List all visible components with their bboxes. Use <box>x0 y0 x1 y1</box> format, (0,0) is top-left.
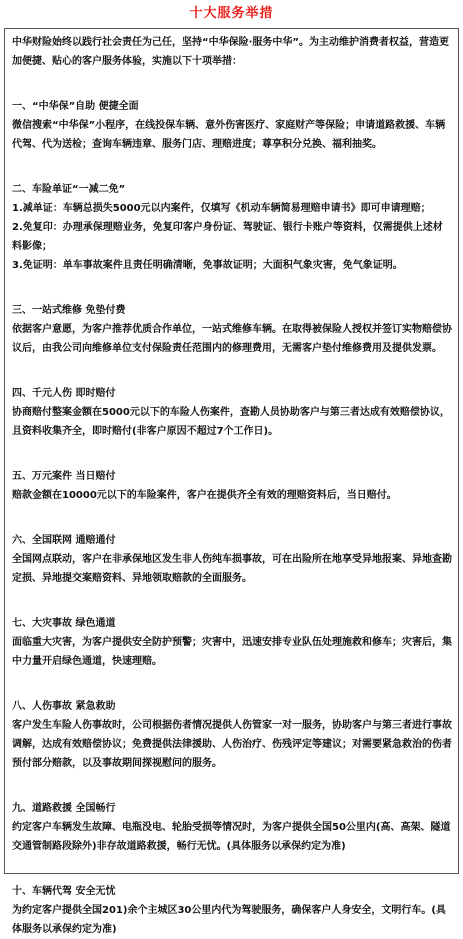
spacer <box>12 358 452 377</box>
page-title: 十大服务举措 <box>189 6 274 21</box>
section-1 <box>12 97 452 154</box>
section-body: 为约定客户提供全国201)余个主城区30公里内代为驾驶服务，确保客户人身安全，文明行车。(具体服务以承保约定为准) <box>12 905 446 935</box>
section-heading: 一、“中华保”自助 便捷全面 <box>12 101 139 112</box>
section-body: 全国网点联动，客户在非承保地区发生非人伤纯车损事故，可在出险所在地享受异地报案、异地查勘定损、异地提交案赔资料、异地领取赔款的全面服务。 <box>12 554 452 584</box>
section-body: 赔款金额在10000元以下的车险案件，客户在提供齐全有效的理赔资料后，当日赔付。 <box>12 490 397 501</box>
section-heading: 十、车辆代驾 安全无忧 <box>12 886 116 897</box>
section-body: 2.免复印：办理承保理赔业务，免复印客户身份证、驾驶证、银行卡账户等资料，仅需提供上述材料影像； <box>12 222 443 252</box>
intro-paragraph: 中华财险始终以践行社会责任为己任，坚持“中华保险·服务中华”。为主动维护消费者权益，营造更加便捷、贴心的客户服务体验，实施以下十项举措： <box>12 37 449 67</box>
spacer <box>12 588 452 607</box>
spacer <box>12 505 452 524</box>
section-6 <box>12 531 452 588</box>
spacer <box>12 275 452 294</box>
spacer <box>12 441 452 460</box>
section-heading: 二、车险单证“一减二免” <box>12 184 126 195</box>
spacer <box>12 671 452 690</box>
section-body: 约定客户车辆发生故障、电瓶没电、轮胎受损等情况时，为客户提供全国50公里内(高、高架、隧道交通管制路段除外)非存故道路救援，畅行无忧。(具体服务以承保约定为准) <box>12 822 451 852</box>
section-5 <box>12 467 452 505</box>
section-10 <box>12 882 452 939</box>
spacer <box>12 856 452 875</box>
section-heading: 六、全国联网 通赔通付 <box>12 535 116 546</box>
section-7 <box>12 614 452 671</box>
spacer <box>12 71 452 90</box>
section-heading: 五、万元案件 当日赔付 <box>12 471 116 482</box>
section-3 <box>12 301 452 358</box>
section-9 <box>12 799 452 856</box>
section-body: 客户发生车险人伤事故时，公司根据伤者情况提供人伤管家一对一服务，协助客户与第三者进行事故调解，达成有效赔偿协议；免费提供法律援助、人伤治疗、伤残评定等建议；对需要紧急救治的伤者预付部分赔款，以及事故期间探视慰问的服务。 <box>12 720 452 769</box>
section-heading: 八、人伤事故 紧急救助 <box>12 701 116 712</box>
section-8 <box>12 697 452 773</box>
section-heading: 三、一站式维修 免垫付费 <box>12 305 126 316</box>
section-body: 1.减单证：车辆总损失5000元以内案件，仅填写《机动车辆简易理赔申请书》即可申请理赔； <box>12 203 431 214</box>
section-heading: 四、千元人伤 即时赔付 <box>12 388 116 399</box>
section-2 <box>12 180 452 275</box>
section-4 <box>12 384 452 441</box>
content-box <box>4 28 459 935</box>
section-body: 面临重大灾害，为客户提供安全防护预警；灾害中，迅速安排专业队伍处理施救和修车；灾害后，集中力量开启绿色通道，快速理赔。 <box>12 637 452 667</box>
section-body: 微信搜索“中华保”小程序，在线投保车辆、意外伤害医疗、家庭财产等保险；申请道路救援、车辆代驾、代为送检；查询车辆违章、服务门店、理赔进度；尊享积分兑换、福利抽奖。 <box>12 120 446 150</box>
section-body: 依据客户意愿，为客户推荐优质合作单位，一站式维修车辆。在取得被保险人授权并签订实物赔偿协议后，由我公司向维修单位支付保险责任范围内的修理费用，无需客户垫付维修费用及提供发票。 <box>12 324 452 354</box>
section-body: 协商赔付整案金额在5000元以下的车险人伤案件，査勘人员协助客户与第三者达成有效赔偿协议，且资料收集齐全，即时赔付(非客户原因不超过7个工作日)。 <box>12 407 450 437</box>
spacer <box>12 154 452 173</box>
section-body: 3.免证明：单车事故案件且责任明确清晰，免事故证明；大面积气象灾害，免气象证明。 <box>12 260 403 271</box>
section-heading: 七、大灾事故 绿色通道 <box>12 618 116 629</box>
section-heading: 九、道路救援 全国畅行 <box>12 803 116 814</box>
spacer <box>12 773 452 792</box>
